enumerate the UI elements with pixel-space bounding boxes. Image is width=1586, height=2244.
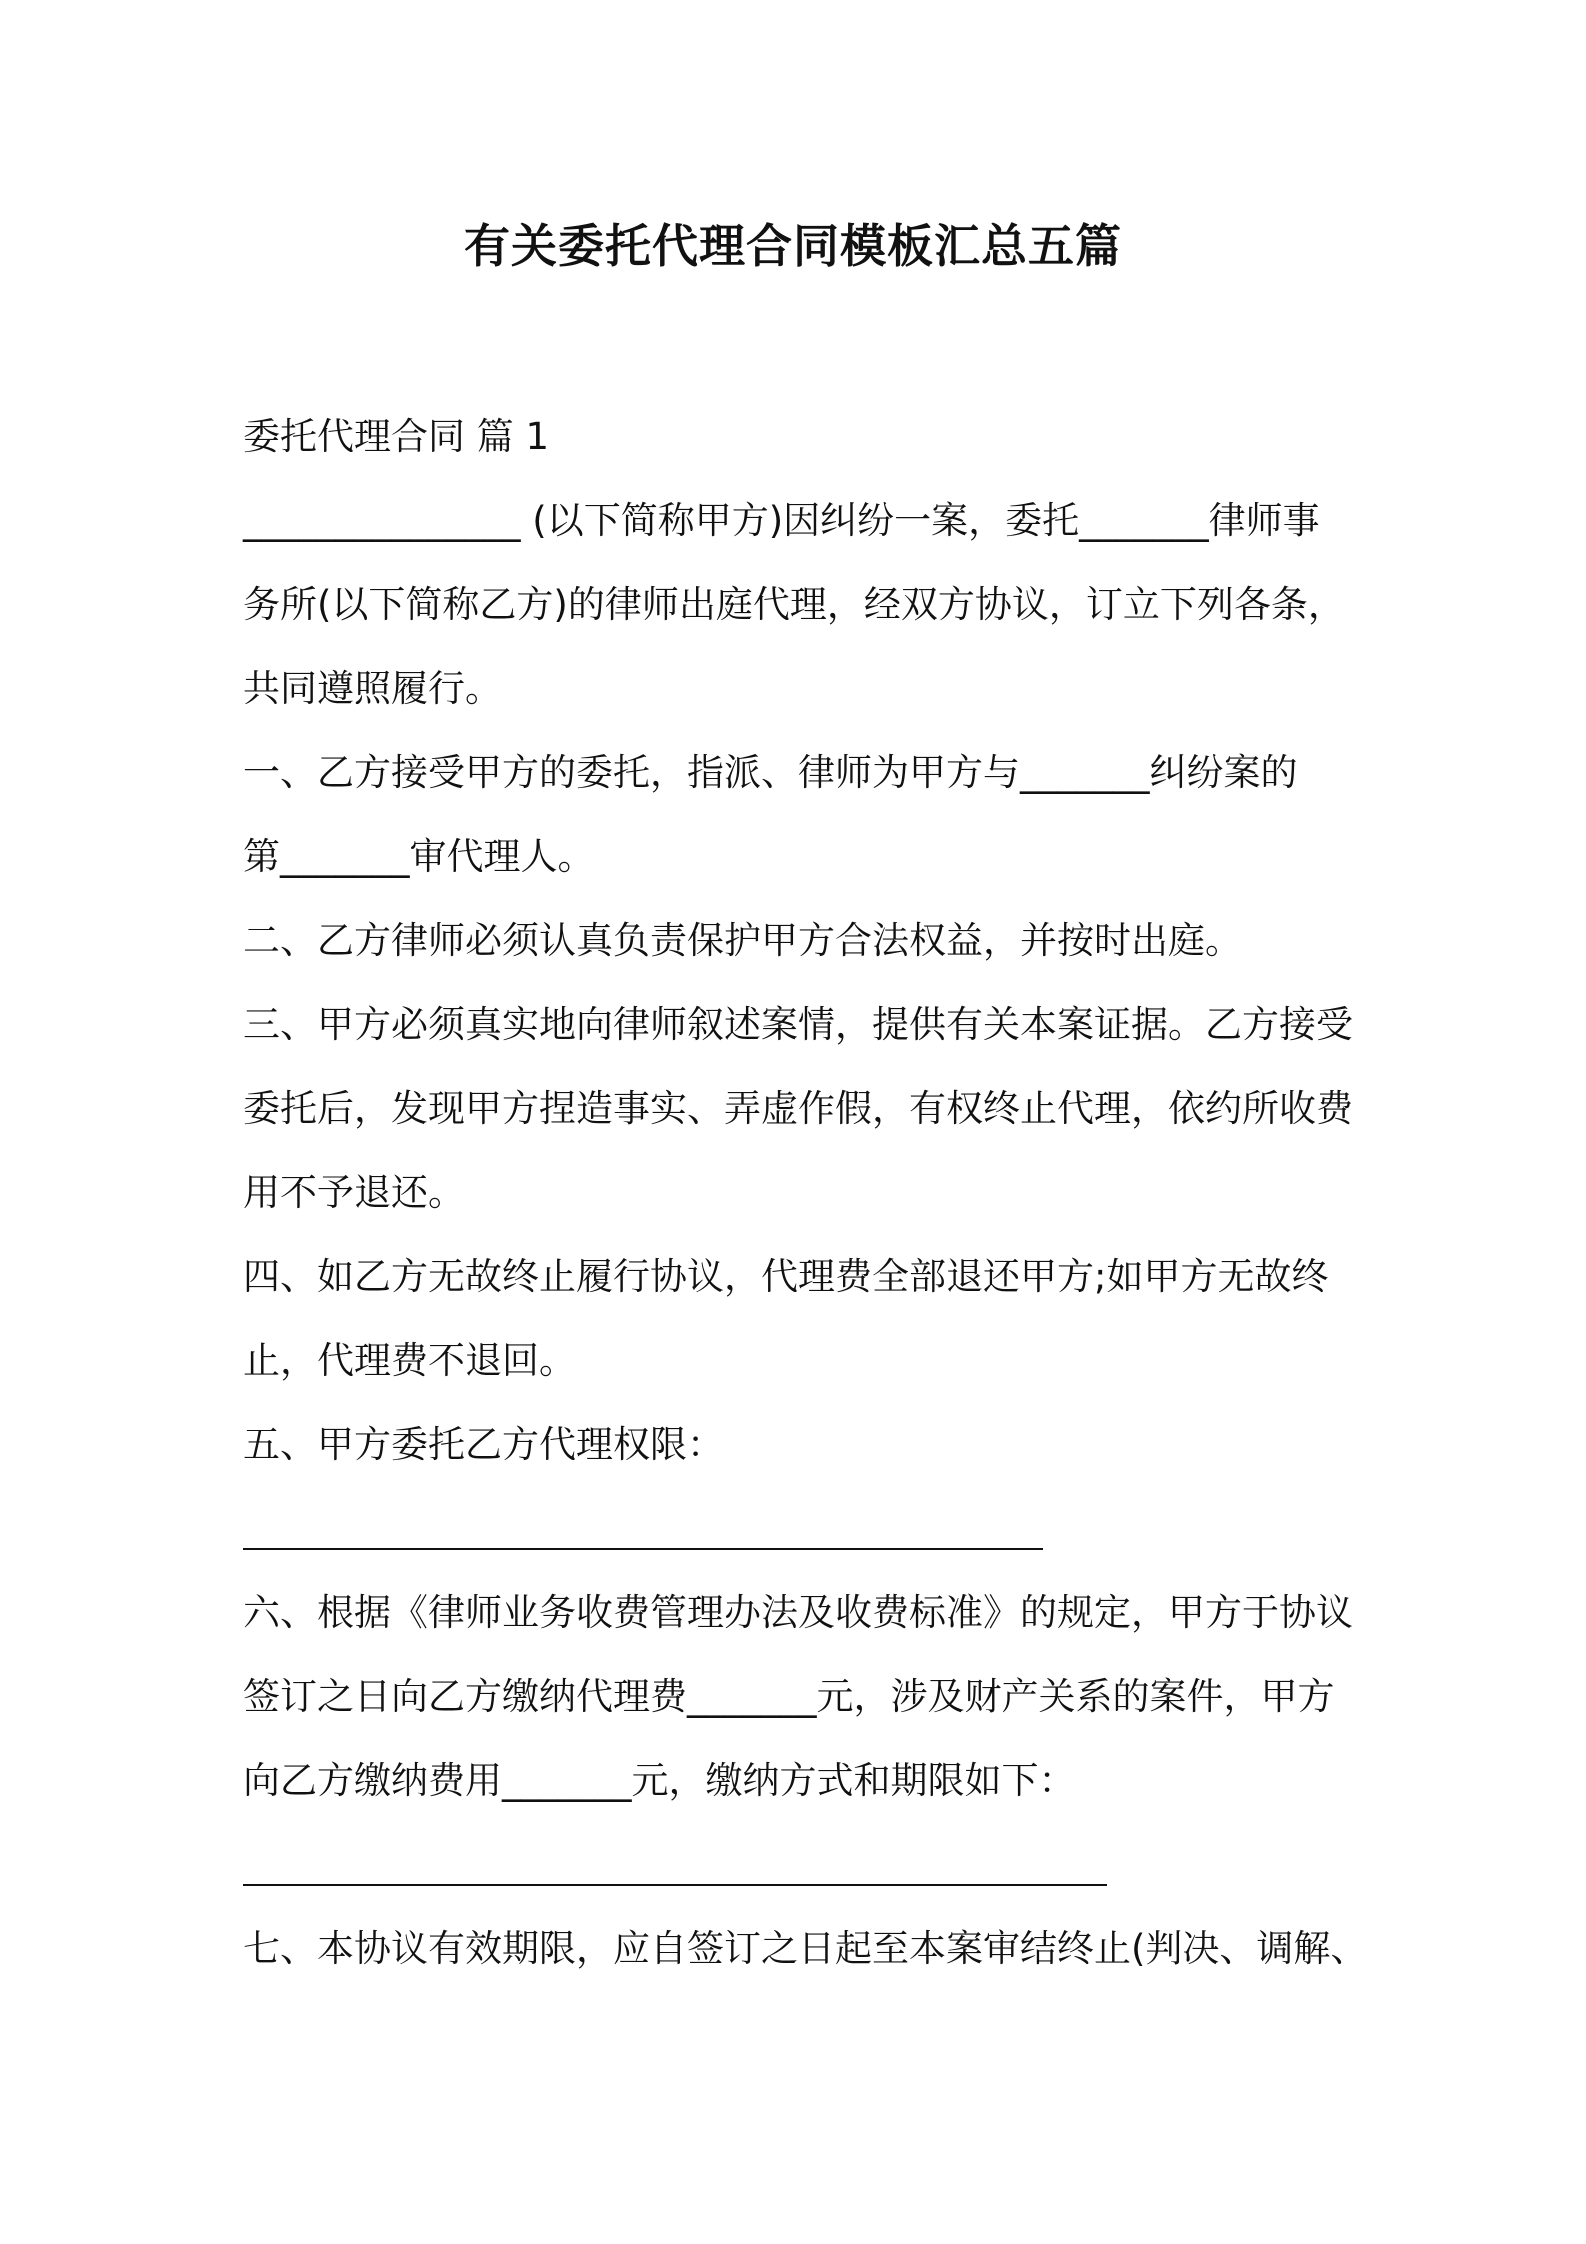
paragraph-line: 向乙方缴纳费用_______元，缴纳方式和期限如下： bbox=[243, 1759, 1076, 1802]
section-heading: 委托代理合同 篇 1 bbox=[243, 415, 550, 458]
paragraph-line: 二、乙方律师必须认真负责保护甲方合法权益，并按时出庭。 bbox=[243, 919, 1242, 962]
paragraph-line: 止，代理费不退回。 bbox=[243, 1339, 576, 1382]
paragraph-line: 用不予退还。 bbox=[243, 1171, 465, 1214]
blank-fill-line bbox=[243, 1884, 1107, 1886]
paragraph-line: 签订之日向乙方缴纳代理费_______元，涉及财产关系的案件，甲方 bbox=[243, 1675, 1335, 1718]
paragraph-line: 七、本协议有效期限，应自签订之日起至本案审结终止(判决、调解、 bbox=[243, 1927, 1368, 1970]
paragraph-line: 一、乙方接受甲方的委托，指派、律师为甲方与_______纠纷案的 bbox=[243, 751, 1298, 794]
paragraph-line: 务所(以下简称乙方)的律师出庭代理，经双方协议，订立下列各条， bbox=[243, 583, 1345, 626]
blank-fill-line bbox=[243, 1548, 1043, 1550]
paragraph-line: 四、如乙方无故终止履行协议，代理费全部退还甲方;如甲方无故终 bbox=[243, 1255, 1329, 1298]
paragraph-line: 共同遵照履行。 bbox=[243, 667, 502, 710]
document-title: 有关委托代理合同模板汇总五篇 bbox=[464, 219, 1122, 273]
paragraph-line: 五、甲方委托乙方代理权限： bbox=[243, 1423, 724, 1466]
paragraph-line: 三、甲方必须真实地向律师叙述案情，提供有关本案证据。乙方接受 bbox=[243, 1003, 1353, 1046]
paragraph-line: 第_______审代理人。 bbox=[243, 835, 595, 878]
paragraph-line: _______________ (以下简称甲方)因纠纷一案，委托_______律师事 bbox=[243, 499, 1320, 542]
paragraph-line: 委托后，发现甲方捏造事实、弄虚作假，有权终止代理，依约所收费 bbox=[243, 1087, 1353, 1130]
paragraph-line: 六、根据《律师业务收费管理办法及收费标准》的规定，甲方于协议 bbox=[243, 1591, 1353, 1634]
